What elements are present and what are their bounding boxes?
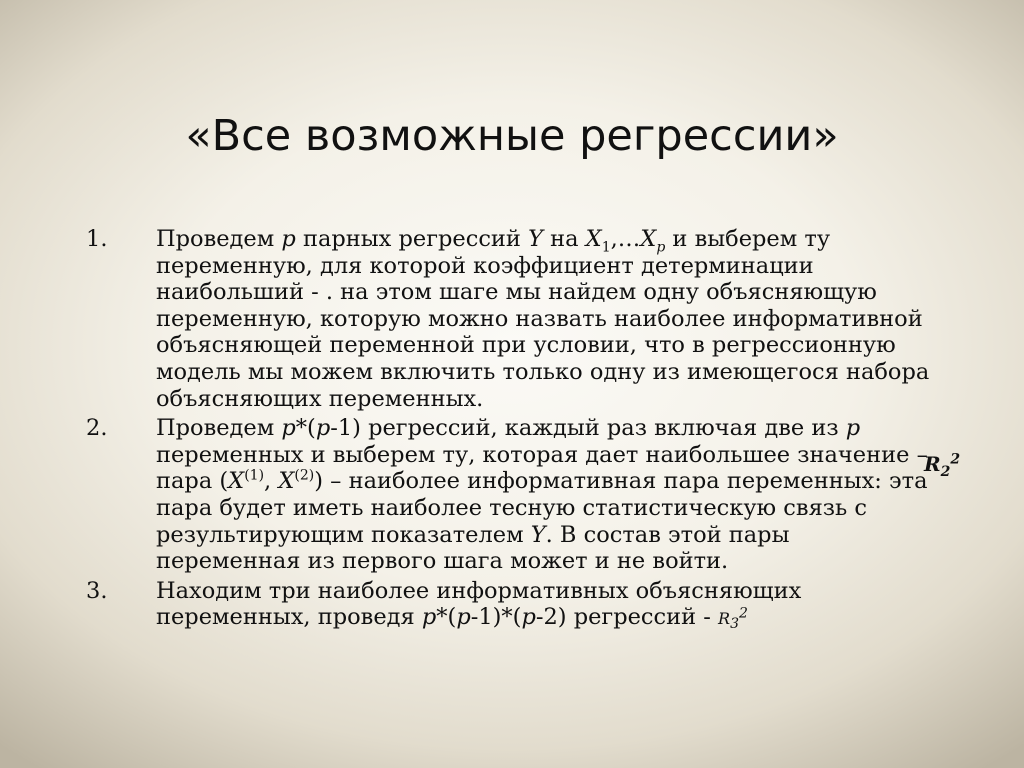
numbered-list xyxy=(0,226,1024,636)
var-x1: X xyxy=(585,226,602,252)
item-text: Находим три наиболее информативных объясняющих переменных, проведя xyxy=(156,577,802,631)
subscript: 2 xyxy=(940,464,951,480)
var-p: p xyxy=(456,604,471,631)
item-text: ,… xyxy=(610,226,641,252)
item-number: 3. xyxy=(86,577,108,604)
var-xp: X xyxy=(640,226,657,252)
item-text: ) – наиболее информативная пара переменных: эта пара будет иметь наиболее тесную статистическую связь с результирующим показателем xyxy=(156,468,928,548)
subscript: p xyxy=(656,239,666,256)
superscript: (1) xyxy=(244,467,265,484)
var-p: p xyxy=(421,604,437,631)
list-item-1 xyxy=(0,226,936,412)
item-text: -1) регрессий, каждый раз включая две из xyxy=(330,415,846,442)
var-p: p xyxy=(315,415,331,442)
item-text: парных регрессий xyxy=(295,226,529,252)
var-p: p xyxy=(521,604,536,631)
item-text: , xyxy=(264,468,279,495)
item-number: 1. xyxy=(86,226,108,252)
item-text: и выберем ту переменную, для которой коэффициент детерминации наибольший - . на этом шаге мы найдем одну объясняющую переменную, которую можно назвать наиболее информативной объясняющей переменной при условии, что в регрессионную модель мы можем включить только одну из имеющегося набора объясняющих переменных. xyxy=(156,226,930,412)
r-letter: R xyxy=(924,452,941,476)
r-letter: R xyxy=(718,609,731,629)
item-text: *( xyxy=(295,415,316,442)
var-y: Y xyxy=(528,226,543,252)
item-text: -1)*( xyxy=(470,604,522,631)
item-text: – пара ( xyxy=(156,441,928,495)
slide-title: «Все возможные регрессии» xyxy=(185,111,839,161)
item-text: на xyxy=(542,226,586,252)
var-p: p xyxy=(281,226,296,252)
var-p: p xyxy=(845,415,861,442)
item-text: Проведем xyxy=(156,415,282,442)
superscript: 2 xyxy=(950,451,961,468)
item-number: 2. xyxy=(86,415,108,442)
superscript: 2 xyxy=(739,605,748,622)
var-y: Y xyxy=(530,521,546,548)
item-text: . В состав этой пары переменная из первого шага может и не войти. xyxy=(156,521,790,575)
r-squared-3 xyxy=(718,606,748,633)
r-squared-2-formula xyxy=(924,451,961,480)
subscript: 3 xyxy=(730,616,740,633)
item-text: Проведем xyxy=(156,226,282,252)
item-text: переменных и выберем ту, которая дает наибольшее значение xyxy=(156,441,910,468)
var-x: X xyxy=(278,468,295,495)
item-text: *( xyxy=(436,604,457,631)
superscript: (2) xyxy=(294,467,315,484)
item-text: -2) регрессий - xyxy=(535,604,719,631)
list-item-2 xyxy=(0,415,936,575)
subscript: 1 xyxy=(601,239,611,256)
var-x: X xyxy=(228,468,245,495)
var-p: p xyxy=(281,415,296,442)
list-item-3 xyxy=(0,578,936,633)
